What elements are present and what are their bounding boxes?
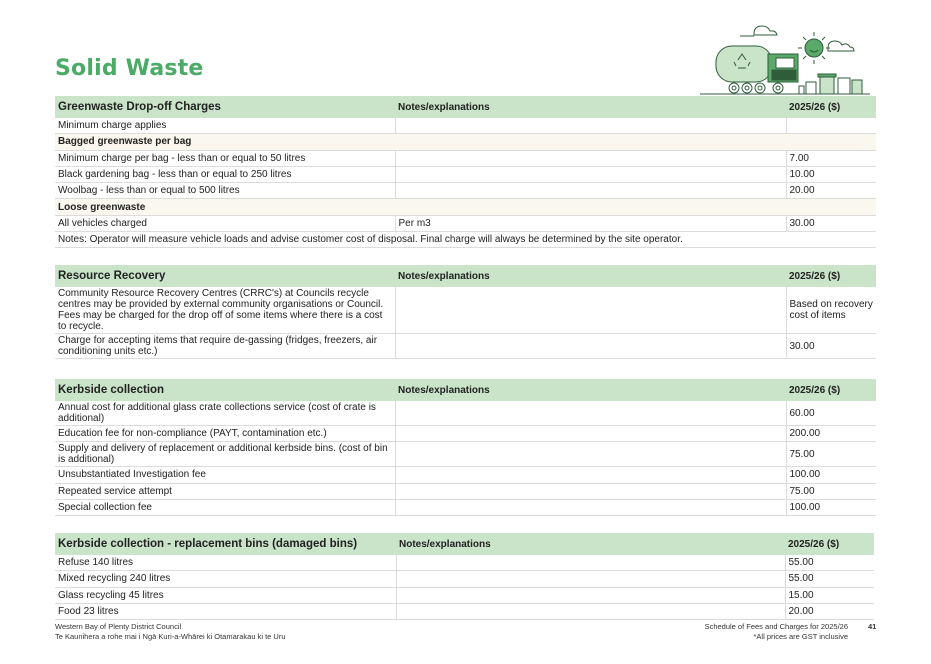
note-row [55, 232, 876, 248]
table-header-row [55, 379, 876, 401]
page-number: 41 [868, 622, 877, 631]
fee-label: Repeated service attempt [55, 483, 395, 499]
fee-label: Glass recycling 45 litres [55, 587, 396, 603]
table-row [55, 118, 876, 134]
fee-price: 7.00 [786, 150, 876, 166]
table-header-row [55, 533, 874, 555]
subheader-row [55, 199, 876, 215]
fee-price: 100.00 [786, 467, 876, 483]
price-header: 2025/26 ($) [786, 265, 876, 287]
fee-label: Special collection fee [55, 499, 395, 515]
table-row [55, 555, 874, 571]
table-row [55, 483, 876, 499]
fee-notes [395, 401, 786, 426]
fee-notes [395, 467, 786, 483]
fee-price: 15.00 [785, 587, 874, 603]
fee-price: Based on recovery cost of items [786, 287, 876, 334]
fee-notes [395, 150, 786, 166]
section-title: Greenwaste Drop-off Charges [55, 96, 395, 118]
fee-label: Woolbag - less than or equal to 500 litres [55, 183, 395, 199]
fee-notes [395, 166, 786, 182]
cloud-icon [754, 26, 777, 35]
fee-label: Black gardening bag - less than or equal to 250 litres [55, 166, 395, 182]
fee-notes [395, 287, 786, 334]
table-header-row [55, 96, 876, 118]
table-row [55, 215, 876, 231]
fee-label: Unsubstantiated Investigation fee [55, 467, 395, 483]
footer-gst-note: *All prices are GST inclusive [753, 632, 848, 641]
table-row [55, 166, 876, 182]
price-header: 2025/26 ($) [786, 379, 876, 401]
page-title: Solid Waste [55, 56, 204, 81]
fee-label: Education fee for non-compliance (PAYT, contamination etc.) [55, 426, 395, 442]
fee-label: Food 23 litres [55, 603, 396, 619]
notes-header: Notes/explanations [395, 379, 786, 401]
fee-label: Supply and delivery of replacement or additional kerbside bins. (cost of bin is additional) [55, 442, 395, 467]
fee-price: 55.00 [785, 555, 874, 571]
table-header-row [55, 265, 876, 287]
resource-recovery-table [55, 265, 876, 359]
table-row [55, 401, 876, 426]
fee-notes [395, 483, 786, 499]
table-row [55, 426, 876, 442]
fee-price: 100.00 [786, 499, 876, 515]
fee-notes [395, 183, 786, 199]
fee-label: Minimum charge applies [55, 118, 395, 134]
table-row [55, 442, 876, 467]
recycling-truck-illustration [700, 20, 870, 98]
fee-price: 55.00 [785, 571, 874, 587]
fee-notes: Per m3 [395, 215, 786, 231]
price-header: 2025/26 ($) [786, 96, 876, 118]
fee-label: Minimum charge per bag - less than or equal to 50 litres [55, 150, 395, 166]
table-note: Notes: Operator will measure vehicle loads and advise customer cost of disposal. Final charge will always be determined by the site operator. [55, 232, 876, 248]
fee-notes [396, 603, 785, 619]
table-row [55, 467, 876, 483]
fee-price: 30.00 [786, 334, 876, 359]
fee-price: 10.00 [786, 166, 876, 182]
footer-doc-title: Schedule of Fees and Charges for 2025/26 [704, 622, 848, 631]
fee-price: 30.00 [786, 215, 876, 231]
fee-label: Community Resource Recovery Centres (CRRC's) at Councils recycle centres may be provided by external community organisations or Council. Fees may be charged for the drop off of some items where there is a cost to recycle. [55, 287, 395, 334]
fee-notes [395, 118, 786, 134]
fee-notes [395, 499, 786, 515]
table-row [55, 603, 874, 619]
greenwaste-table [55, 96, 876, 248]
fee-label: Mixed recycling 240 litres [55, 571, 396, 587]
section-title: Kerbside collection - replacement bins (damaged bins) [55, 533, 396, 555]
fee-price: 20.00 [786, 183, 876, 199]
fee-price: 75.00 [786, 442, 876, 467]
fee-price [786, 118, 876, 134]
bins-icon [799, 74, 862, 94]
subheader-row [55, 134, 876, 150]
fee-price: 60.00 [786, 401, 876, 426]
table-row [55, 334, 876, 359]
footer-org-maori: Te Kaunihera a rohe mai i Ngā Kuri-a-Whārei ki Otamarakau ki te Uru [55, 632, 286, 641]
fee-price: 20.00 [785, 603, 874, 619]
cloud-icon [828, 41, 854, 51]
fee-label: Annual cost for additional glass crate collections service (cost of crate is additional) [55, 401, 395, 426]
section-title: Resource Recovery [55, 265, 395, 287]
table-row [55, 150, 876, 166]
fee-label: Charge for accepting items that require de-gassing (fridges, freezers, air conditioning units etc.) [55, 334, 395, 359]
footer-doc [697, 622, 848, 642]
table-row [55, 287, 876, 334]
subheader-label: Bagged greenwaste per bag [55, 134, 876, 150]
footer-org-name: Western Bay of Plenty District Council [55, 622, 182, 631]
fee-notes [396, 555, 785, 571]
kerbside-collection-table [55, 379, 876, 516]
table-row [55, 499, 876, 515]
table-row [55, 587, 874, 603]
section-title: Kerbside collection [55, 379, 395, 401]
table-row [55, 183, 876, 199]
fee-label: Refuse 140 litres [55, 555, 396, 571]
replacement-bins-table [55, 533, 874, 620]
fee-notes [395, 426, 786, 442]
fee-notes [395, 334, 786, 359]
table-row [55, 571, 874, 587]
fee-notes [396, 587, 785, 603]
fee-price: 200.00 [786, 426, 876, 442]
fee-notes [395, 442, 786, 467]
fee-notes [396, 571, 785, 587]
footer-org [55, 622, 286, 642]
notes-header: Notes/explanations [395, 265, 786, 287]
price-header: 2025/26 ($) [785, 533, 874, 555]
notes-header: Notes/explanations [396, 533, 785, 555]
subheader-label: Loose greenwaste [55, 199, 876, 215]
fee-price: 75.00 [786, 483, 876, 499]
fee-label: All vehicles charged [55, 215, 395, 231]
notes-header: Notes/explanations [395, 96, 786, 118]
sun-icon [798, 32, 830, 64]
